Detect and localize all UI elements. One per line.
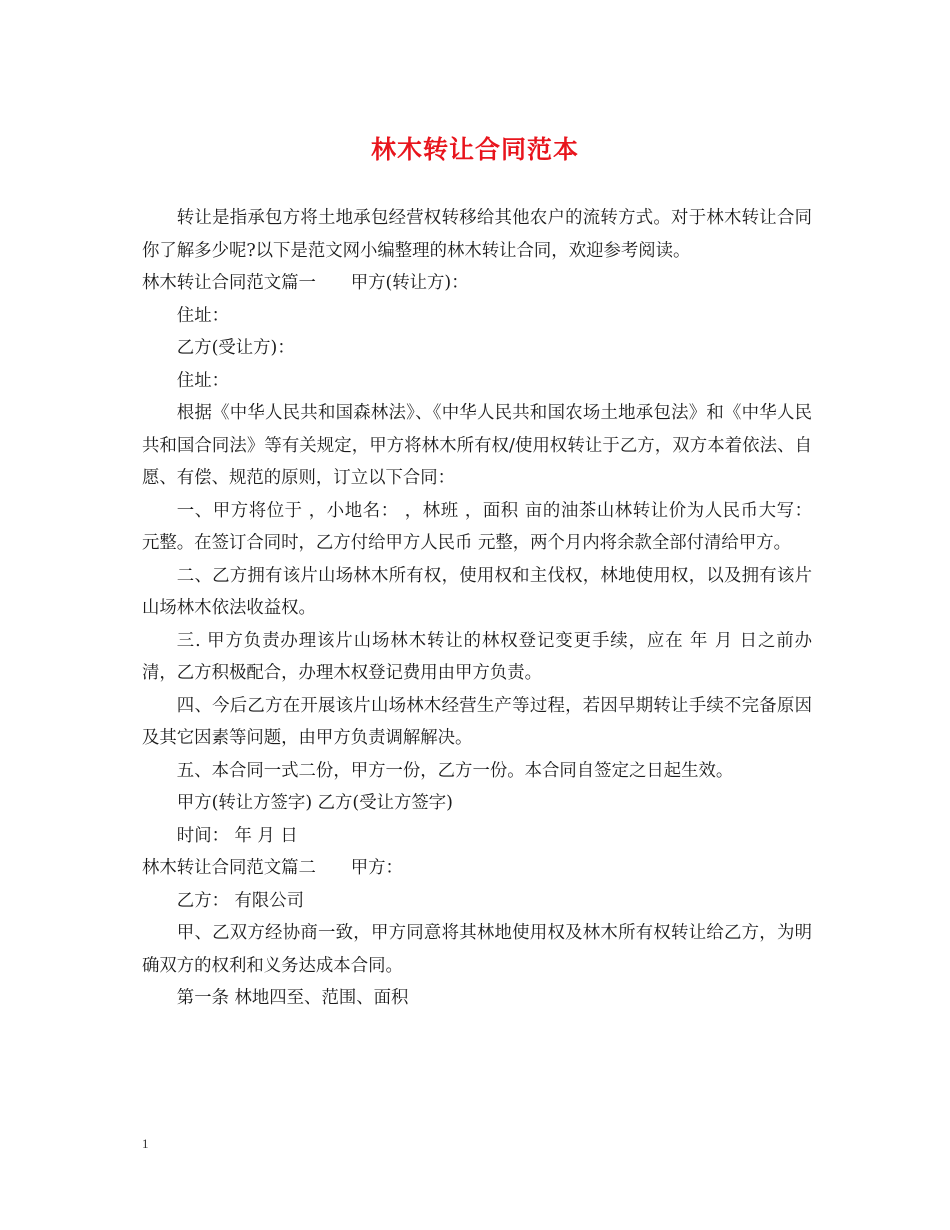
paragraph-clause-1: 一、甲方将位于 ，小地名： ，林班 ，面积 亩的油茶山林转让价为人民币大写： 元整。在签订合同时，乙方付给甲方人民币 元整，两个月内将余款全部付清给甲方。 [142, 500, 812, 553]
paragraph-clause-4: 四、今后乙方在开展该片山场林木经营生产等过程，若因早期转让手续不完备原因及其它因素等问题，由甲方负责调解解决。 [142, 695, 812, 748]
paragraph-party-b: 乙方(受让方)： [176, 338, 295, 358]
page-number: 1 [142, 1136, 149, 1151]
paragraph-party-a-address: 住址： [176, 305, 229, 326]
document-body [142, 202, 812, 1015]
paragraph-legal-basis: 根据《中华人民共和国森林法》、《中华人民共和国农场土地承包法》和《中华人民共和国合同法》等有关规定，甲方将林木所有权/使用权转让于乙方，双方本着依法、自愿、有偿、规范的原则，订立以下合同： [142, 403, 812, 488]
paragraph-intro: 转让是指承包方将土地承包经营权转移给其他农户的流转方式。对于林木转让合同你了解多少呢?以下是范文网小编整理的林木转让合同，欢迎参考阅读。 [142, 208, 812, 261]
paragraph-party-b-company: 乙方： 有限公司 [176, 890, 305, 911]
paragraph-party-b-address: 住址： [176, 370, 229, 391]
paragraph-clause-3: 三. 甲方负责办理该片山场林木转让的林权登记变更手续，应在 年 月 日之前办清，乙方积极配合，办理木权登记费用由甲方负责。 [142, 630, 812, 683]
paragraph-agreement: 甲、乙双方经协商一致，甲方同意将其林地使用权及林木所有权转让给乙方，为明确双方的权利和义务达成本合同。 [142, 923, 812, 976]
paragraph-date: 时间： 年 月 日 [176, 825, 298, 846]
paragraph-signatures: 甲方(转让方签字) 乙方(受让方签字) [176, 793, 453, 813]
paragraph-sample-two-heading: 林木转让合同范文篇二 甲方： [142, 858, 403, 878]
paragraph-sample-one-heading: 林木转让合同范文篇一 甲方(转让方)： [142, 273, 469, 293]
paragraph-clause-2: 二、乙方拥有该片山场林木所有权，使用权和主伐权，林地使用权，以及拥有该片山场林木依法收益权。 [142, 565, 812, 618]
document-title: 林木转让合同范本 [370, 135, 579, 164]
paragraph-article-1: 第一条 林地四至、范围、面积 [176, 988, 409, 1008]
paragraph-clause-5: 五、本合同一式二份，甲方一份，乙方一份。本合同自签定之日起生效。 [176, 760, 734, 781]
